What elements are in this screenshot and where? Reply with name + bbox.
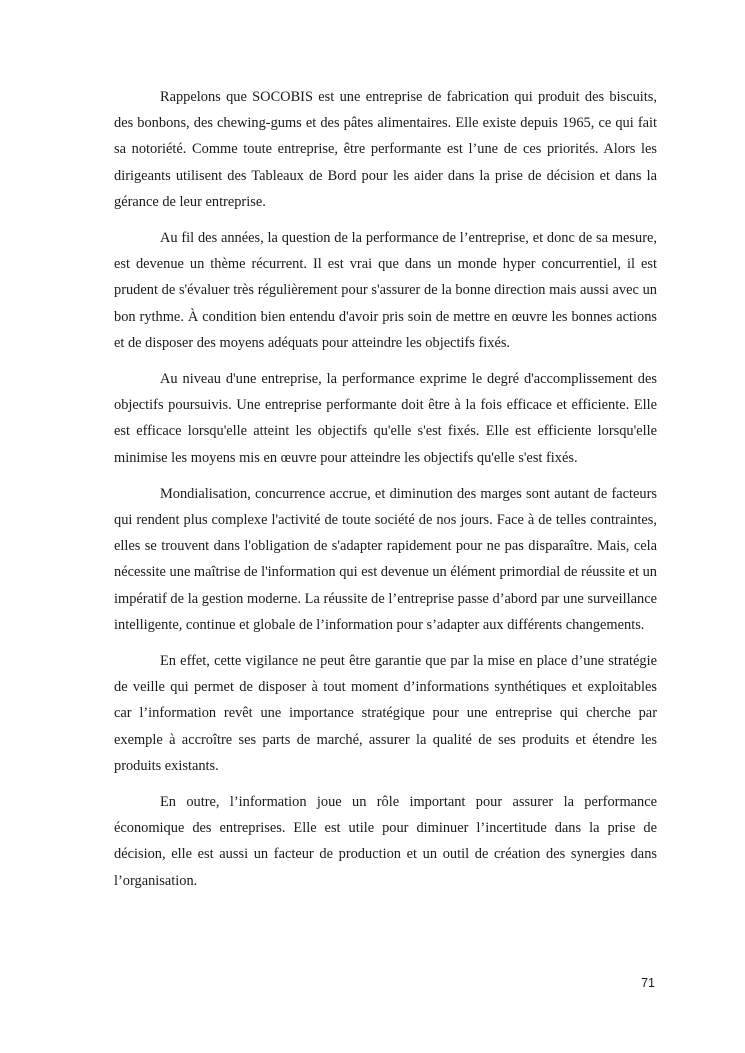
paragraph-performance-definition: Au niveau d'une entreprise, la performance exprime le degré d'accomplissement des objectifs poursuivis. Une entreprise performante doit être à la fois efficace et efficiente. Elle est efficace lorsqu'elle atteint les objectifs qu'elle s'est fixés. Elle est efficiente lorsqu'elle minimise les moyens mis en œuvre pour atteindre les objectifs qu'elle s'est fixés. [114,371,657,466]
paragraph-globalization: Mondialisation, concurrence accrue, et diminution des marges sont autant de facteurs qui rendent plus complexe l'activité de toute société de nos jours. Face à de telles contraintes, elles se trouvent dans l'obligation de s'adapter rapidement pour ne pas disparaître. Mais, cela nécessite une maîtrise de l'information qui est devenue un élément primordial de réussite et un impératif de la gestion moderne. La réussite de l’entreprise passe d’abord par une surveillance intelligente, continue et globale de l’information pour s’adapter aux différents changements. [114,485,657,633]
page-number: 71 [641,976,655,990]
paragraph-information-role: En outre, l’information joue un rôle important pour assurer la performance économique des entreprises. Elle est utile pour diminuer l’incertitude dans la prise de décision, elle est aussi un facteur de production et un outil de création des synergies dans l’organisation. [114,794,657,889]
paragraph-socobis-intro: Rappelons que SOCOBIS est une entreprise de fabrication qui produit des biscuits, des bonbons, des chewing-gums et des pâtes alimentaires. Elle existe depuis 1965, ce qui fait sa notoriété. Comme toute entreprise, être performante est l’une de ces priorités. Alors les dirigeants utilisent des Tableaux de Bord pour les aider dans la prise de décision et dans la gérance de leur entreprise. [114,89,657,210]
paragraph-vigilance-strategy: En effet, cette vigilance ne peut être garantie que par la mise en place d’une stratégie de veille qui permet de disposer à tout moment d’informations synthétiques et exploitables car l’information revêt une importance stratégique pour une entreprise qui cherche par exemple à accroître ses parts de marché, assurer la qualité de ses produits et étendre les produits existants. [114,653,657,774]
paragraph-performance-measure: Au fil des années, la question de la performance de l’entreprise, et donc de sa mesure, est devenue un thème récurrent. Il est vrai que dans un monde hyper concurrentiel, il est prudent de s'évaluer très régulièrement pour s'assurer de la bonne direction mais aussi avec un bon rythme. À condition bien entendu d'avoir pris soin de mettre en œuvre les bonnes actions et de disposer des moyens adéquats pour atteindre les objectifs fixés. [114,230,657,351]
body-text [114,84,657,904]
